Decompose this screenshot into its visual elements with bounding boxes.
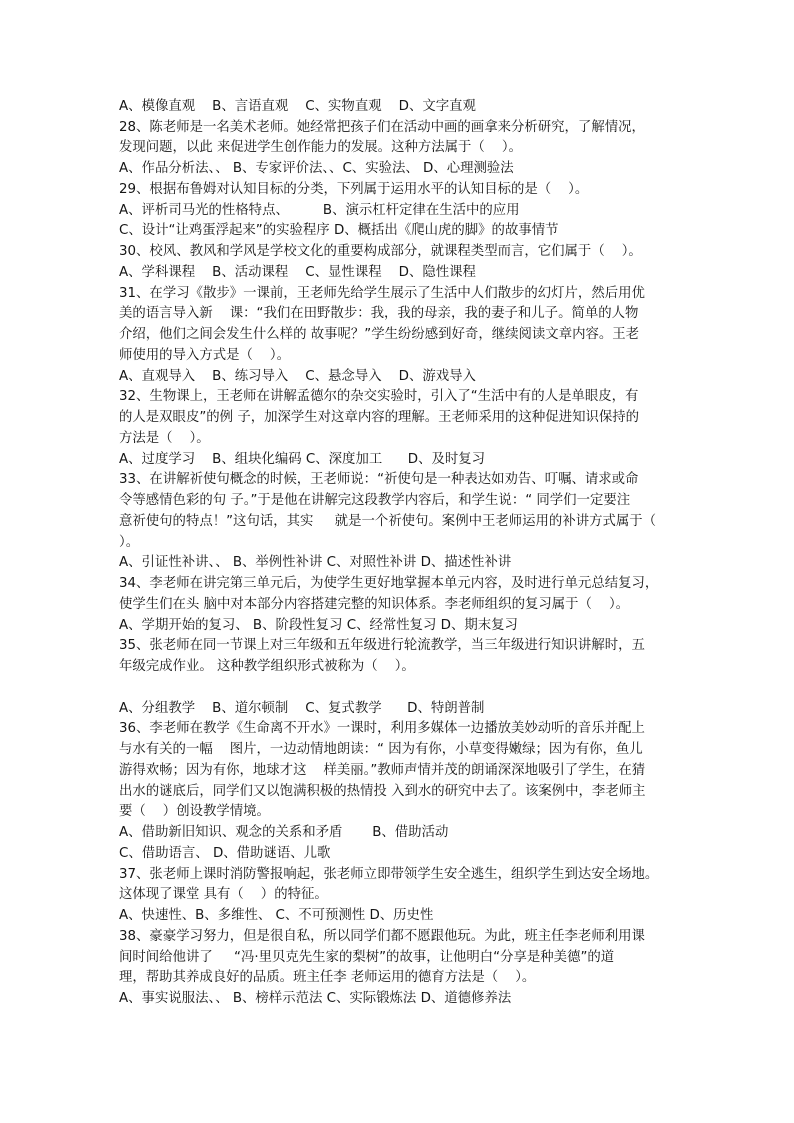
text-line: 与水有关的一幅 图片，一边动情地朗读：“ 因为有你，小草变得嫩绿；因为有你，鱼儿 [119,742,643,757]
question-34: 34、李老师在讲完第三单元后，为使学生更好地掌握本单元内容，及时进行单元总结复习， [119,576,659,591]
text-line: 理，帮助其养成良好的品质。班主任李 老师运用的德育方法是（ ）。 [119,970,536,985]
text-line: 出水的谜底后，同学们又以饱满积极的热情投 入到水的研究中去了。该案例中，李老师主 [119,784,646,799]
text-line: 师使用的导入方式是（ ）。 [119,348,291,363]
question-29: 29、根据布鲁姆对认知目标的分类，下列属于运用水平的认知目标的是（ ）。 [119,182,589,197]
options-29-cd: C、设计“让鸡蛋浮起来”的实验程序 D、概括出《爬山虎的脚》的故事情节 [119,223,559,238]
text-line: 年级完成作业。 这种教学组织形式被称为（ ）。 [119,659,415,674]
text-line: 令等感情色彩的句 子。”于是他在讲解完这段教学内容后，和学生说：“ 同学们一定要注 [119,493,631,508]
text-line: 要（ ）创设教学情境。 [119,804,270,819]
text-line: ）。 [119,535,140,550]
text-line: 意祈使句的特点！”这句话，其实 就是一个祈使句。案例中王老师运用的补讲方式属于（ [119,514,657,529]
text-line: 游得欢畅；因为有你，地球才这 样美丽。”教师声情并茂的朗诵深深地吸引了学生，在猜 [119,763,646,778]
text-line: 介绍，他们之间会发生什么样的 故事呢？”学生纷纷感到好奇，继续阅读文章内容。王老 [119,327,640,342]
text-line: 间时间给他讲了 “冯·里贝克先生家的梨树”的故事，让他明白“分享是种美德”的道 [119,950,615,965]
question-35: 35、张老师在同一节课上对三年级和五年级进行轮流教学，当三年级进行知识讲解时，五 [119,638,645,653]
options-36-cd: C、借助语言、 D、借助谜语、儿歌 [119,846,331,861]
text-line: 发现问题，以此 来促进学生创作能力的发展。这种方法属于（ ）。 [119,140,522,155]
options-37: A、快速性、B、多维性、 C、不可预测性 D、历史性 [119,908,434,923]
question-36: 36、李老师在教学《生命离不开水》一课时，利用多媒体一边播放美妙动听的音乐并配上 [119,721,645,736]
options-32: A、过度学习 B、组块化编码 C、深度加工 D、及时复习 [119,452,486,467]
options-33: A、引证性补讲、、 B、举例性补讲 C、对照性补讲 D、描述性补讲 [119,555,512,570]
options-31: A、直观导入 B、练习导入 C、悬念导入 D、游戏导入 [119,369,476,384]
text-line: 的人是双眼皮”的例 子，加深学生对这章内容的理解。王老师采用的这种促进知识保持的 [119,410,640,425]
question-30: 30、校风、教风和学风是学校文化的重要构成部分，就课程类型而言，它们属于（ ）。 [119,244,642,259]
options-35: A、分组教学 B、道尔顿制 C、复式教学 D、特朗普制 [119,701,485,716]
text-line: 使学生们在头 脑中对本部分内容搭建完整的知识体系。李老师组织的复习属于（ ）。 [119,597,630,612]
question-37: 37、张老师上课时消防警报响起，张老师立即带领学生安全逃生，组织学生到达安全场地。 [119,867,659,882]
question-33: 33、在讲解祈使句概念的时候，王老师说：“祈使句是一种表达如劝告、叮嘱、请求或命 [119,472,639,487]
options-38: A、事实说服法、、 B、榜样示范法 C、实际锻炼法 D、道德修养法 [119,991,512,1006]
question-32: 32、生物课上，王老师在讲解孟德尔的杂交实验时，引入了“生活中有的人是单眼皮，有 [119,389,639,404]
text-line: 这体现了课堂 具有（ ）的特征。 [119,887,328,902]
options-36-ab: A、借助新旧知识、观念的关系和矛盾 B、借助活动 [119,825,449,840]
question-38: 38、豪豪学习努力，但是很自私，所以同学们都不愿跟他玩。为此，班主任李老师利用课 [119,929,645,944]
question-31: 31、在学习《散步》一课前，王老师先给学生展示了生活中人们散步的幻灯片，然后用优 [119,286,645,301]
text-line: 方法是（ ）。 [119,431,210,446]
question-28: 28、陈老师是一名美术老师。她经常把孩子们在活动中画的画拿来分析研究，了解情况， [119,120,645,135]
options-30: A、学科课程 B、活动课程 C、显性课程 D、隐性课程 [119,265,476,280]
options-29-ab: A、评析司马光的性格特点、 B、演示杠杆定律在生活中的应用 [119,203,520,218]
options-28: A、作品分析法、、 B、专家评价法、、C、实验法、 D、心理测验法 [119,161,514,176]
text-line: A、模像直观 B、言语直观 C、实物直观 D、文字直观 [119,99,476,114]
text-line: 美的语言导入新 课：“我们在田野散步：我，我的母亲，我的妻子和儿子。简单的人物 [119,306,639,321]
options-34: A、学期开始的复习、 B、阶段性复习 C、经常性复习 D、期末复习 [119,618,518,633]
